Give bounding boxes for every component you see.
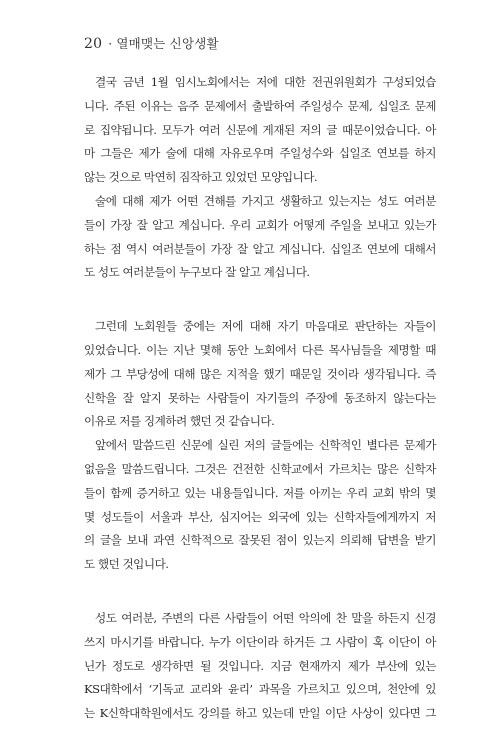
paragraph-4 (84, 434, 436, 577)
text-line: 들이 함께 증거하고 있는 내용들입니다. 저를 아끼는 우리 교회 밖의 몇 (84, 485, 436, 500)
paragraph-2 (84, 190, 436, 285)
header-separator: · (108, 36, 113, 51)
text-line: 도 했던 것입니다. (84, 557, 169, 572)
text-line: 술에 대해 제가 어떤 견해를 가지고 생활하고 있는지는 성도 여러분 (95, 193, 436, 208)
text-line: 들이 가장 잘 알고 계십니다. 우리 교회가 어떻게 주일을 보내고 있는가 (84, 217, 436, 232)
section-break (84, 285, 436, 315)
text-line: 는 K신학대학원에서도 강의를 하고 있는데 만일 이단 사상이 있다면 그 (84, 706, 436, 721)
paragraph-3 (84, 315, 436, 434)
section-break (84, 577, 436, 607)
text-line: 신학을 잘 알지 못하는 사람들이 자기들의 주장에 동조하지 않는다는 (84, 390, 436, 405)
text-line: 이유로 저를 징계하려 했던 것 같습니다. (84, 414, 275, 429)
text-line: 결국 금년 1월 임시노회에서는 저에 대한 전권위원회가 구성되었습 (95, 75, 436, 89)
page-body (84, 71, 436, 726)
text-line: 앞에서 말씀드린 신문에 실린 저의 글들에는 신학적인 별다른 문제가 (95, 438, 436, 453)
paragraph-5 (84, 607, 436, 726)
text-line: 쓰지 마시기를 바랍니다. 누가 이단이라 하거든 그 사람이 혹 이단이 아 (84, 634, 436, 649)
text-line: 도 성도 여러분들이 누구보다 잘 알고 계십니다. (84, 265, 310, 280)
running-header (84, 34, 219, 52)
text-line: 성도 여러분, 주변의 다른 사람들이 어떤 악의에 찬 말을 하든지 신경 (95, 610, 436, 625)
text-line: 의 글을 보내 과연 신학적으로 잘못된 점이 있는지 의뢰해 답변을 받기 (84, 533, 436, 548)
text-line: 닌가 정도로 생각하면 될 것입니다. 지금 현재까지 제가 부산에 있는 (84, 658, 436, 673)
text-line: 몇 성도들이 서울과 부산, 심지어는 외국에 있는 신학자들에게까지 저 (84, 509, 436, 524)
page-number: 20 (84, 36, 103, 52)
paragraph-1 (84, 71, 436, 190)
text-line: 그런데 노회원들 중에는 저에 대해 자기 마음대로 판단하는 자들이 (95, 319, 436, 334)
text-line: 니다. 주된 이유는 음주 문제에서 출발하여 주일성수 문제, 십일조 문제 (84, 98, 436, 113)
text-line: 로 집약됩니다. 모두가 여러 신문에 게재된 저의 글 때문이었습니다. 아 (84, 122, 436, 137)
text-line: 없음을 말씀드립니다. 그것은 건전한 신학교에서 가르치는 많은 신학자 (84, 461, 436, 476)
text-line: 제가 그 부당성에 대해 많은 지적을 했기 때문일 것이라 생각됩니다. 즉 (84, 366, 436, 381)
book-title: 열매맺는 신앙생활 (116, 36, 219, 51)
text-line: 마 그들은 제가 술에 대해 자유로우며 주일성수와 십일조 연보를 하지 (84, 146, 436, 161)
text-line: 있었습니다. 이는 지난 몇해 동안 노회에서 다른 목사님들을 제명할 때 (84, 342, 436, 357)
text-line: 하는 점 역시 여러분들이 가장 잘 알고 계십니다. 십일조 연보에 대해서 (84, 241, 436, 256)
text-line: KS대학에서 ‘기독교 교리와 윤리’ 과목을 가르치고 있으며, 천안에 있 (84, 682, 436, 697)
text-line: 않는 것으로 막연히 짐작하고 있었던 모양입니다. (84, 170, 318, 185)
